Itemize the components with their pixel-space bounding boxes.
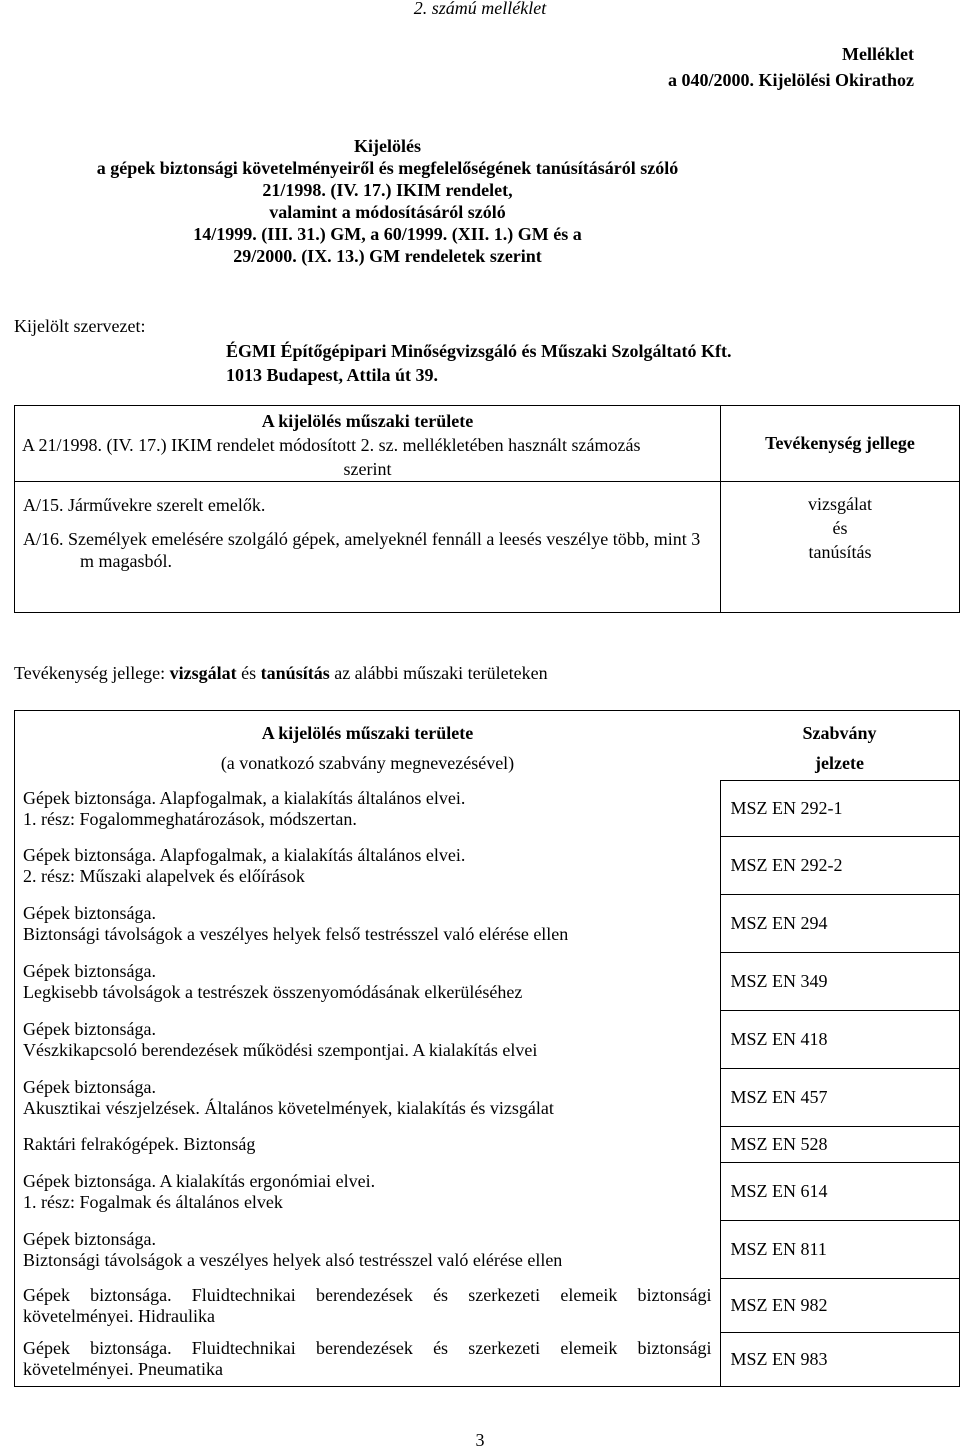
standard-code: MSZ EN 418 bbox=[720, 1011, 960, 1069]
standard-desc-line: Gépek biztonsága. Alapfogalmak, a kialakítás általános elvei. bbox=[23, 787, 466, 808]
standard-desc-line: 1. rész: Fogalommeghatározások, módszertan. bbox=[23, 808, 357, 829]
standard-code: MSZ EN 457 bbox=[720, 1069, 960, 1127]
standard-desc-line: Biztonsági távolságok a veszélyes helyek alsó testrésszel való elérése ellen bbox=[23, 1249, 563, 1270]
title-line: Kijelölés bbox=[354, 136, 421, 156]
standard-desc-line: Akusztikai vészjelzések. Általános követelmények, kialakítás és vizsgálat bbox=[23, 1097, 554, 1118]
standard-desc-line: Biztonsági távolságok a veszélyes helyek felső testrésszel való elérése ellen bbox=[23, 923, 569, 944]
standard-description bbox=[15, 781, 721, 837]
standards-code-header bbox=[720, 711, 960, 781]
standard-desc-line: Vészkikapcsoló berendezések működési szempontjai. A kialakítás elvei bbox=[23, 1039, 538, 1060]
title-line: valamint a módosításáról szóló bbox=[269, 202, 506, 222]
activity-kind-values bbox=[721, 482, 960, 613]
activity-suffix: az alábbi műszaki területeken bbox=[329, 663, 548, 683]
scope-table bbox=[14, 405, 960, 613]
standard-code: MSZ EN 349 bbox=[720, 953, 960, 1011]
standard-code: MSZ EN 614 bbox=[720, 1163, 960, 1221]
title-line: 21/1998. (IV. 17.) IKIM rendelet, bbox=[262, 180, 513, 200]
activity-kind-header: Tevékenység jellege bbox=[721, 406, 960, 482]
standard-code: MSZ EN 811 bbox=[720, 1221, 960, 1279]
standard-description bbox=[15, 953, 721, 1011]
scope-area-subheading-2: szerint bbox=[343, 459, 392, 479]
annex-reference bbox=[668, 41, 914, 93]
activity-test: vizsgálat bbox=[169, 663, 237, 683]
activity-statement bbox=[14, 663, 548, 684]
activity-cert: tanúsítás bbox=[260, 663, 330, 683]
standard-code: MSZ EN 292-2 bbox=[720, 837, 960, 895]
page-number: 3 bbox=[475, 1430, 485, 1450]
standard-code: MSZ EN 528 bbox=[720, 1127, 960, 1163]
organization-address: 1013 Budapest, Attila út 39. bbox=[226, 365, 439, 385]
standard-description: Gépek biztonsága. Fluidtechnikai berendezések és szerkezeti elemeik biztonsági követelményei. Pneumatika bbox=[23, 1338, 712, 1380]
standard-code: MSZ EN 983 bbox=[720, 1333, 960, 1387]
standard-description bbox=[15, 837, 721, 895]
title-line: 29/2000. (IX. 13.) GM rendeletek szerint bbox=[233, 246, 542, 266]
standard-desc-line: Gépek biztonsága. bbox=[23, 960, 156, 981]
standard-description: Gépek biztonsága. Fluidtechnikai berendezések és szerkezeti elemeik biztonsági követelményei. Hidraulika bbox=[23, 1284, 712, 1326]
scope-area-subheading: A 21/1998. (IV. 17.) IKIM rendelet módosított 2. sz. mellékletében használt számozás bbox=[22, 435, 641, 455]
activity-prefix: Tevékenység jellege: bbox=[14, 663, 170, 683]
activity-and: és bbox=[236, 663, 261, 683]
standards-area-subheading: (a vonatkozó szabvány megnevezésével) bbox=[220, 752, 515, 773]
scope-item: A/15. Járművekre szerelt emelők. bbox=[23, 495, 266, 515]
title-line: 14/1999. (III. 31.) GM, a 60/1999. (XII. 1.) GM és a bbox=[193, 224, 582, 244]
scope-item: A/16. Személyek emelésére szolgáló gépek, amelyeknél fennáll a leesés veszélye több, mint 3 m magasból. bbox=[23, 529, 701, 571]
standard-desc-line: Raktári felrakógépek. Biztonság bbox=[23, 1134, 256, 1154]
standard-description bbox=[15, 895, 721, 953]
organization-name: ÉGMI Építőgépipari Minőségvizsgáló és Műszaki Szolgáltató Kft. bbox=[226, 341, 732, 361]
scope-items bbox=[15, 482, 721, 613]
standards-table bbox=[14, 710, 960, 1387]
standard-description bbox=[15, 1127, 721, 1163]
standard-code: MSZ EN 292-1 bbox=[720, 781, 960, 837]
standards-area-heading: A kijelölés műszaki területe bbox=[261, 722, 474, 743]
standard-desc-line: Gépek biztonsága. A kialakítás ergonómiai elvei. bbox=[23, 1170, 376, 1191]
activity-kind-value: és bbox=[832, 518, 848, 538]
organization-details bbox=[226, 339, 732, 387]
organization-label: Kijelölt szervezet: bbox=[14, 316, 146, 336]
annex-line-1: Melléklet bbox=[842, 44, 914, 64]
annex-line-2: a 040/2000. Kijelölési Okirathoz bbox=[668, 70, 914, 90]
standard-desc-line: Gépek biztonsága. bbox=[23, 902, 156, 923]
scope-area-header bbox=[15, 406, 721, 482]
standard-desc-line: Gépek biztonsága. bbox=[23, 1228, 156, 1249]
scope-area-heading: A kijelölés műszaki területe bbox=[261, 411, 474, 431]
standard-description bbox=[15, 1163, 721, 1221]
title-line: a gépek biztonsági követelményeiről és megfelelőségének tanúsításáról szóló bbox=[96, 158, 679, 178]
standards-area-header bbox=[15, 711, 721, 781]
standard-desc-line: Gépek biztonsága. bbox=[23, 1018, 156, 1039]
document-title bbox=[0, 135, 775, 267]
appendix-note: 2. számú melléklet bbox=[413, 0, 547, 18]
standard-desc-line: 1. rész: Fogalmak és általános elvek bbox=[23, 1191, 283, 1212]
standards-code-heading-1: Szabvány bbox=[802, 722, 877, 743]
activity-kind-value: tanúsítás bbox=[808, 542, 872, 562]
standards-code-heading-2: jelzete bbox=[815, 752, 864, 773]
standard-description bbox=[15, 1221, 721, 1279]
standard-desc-line: Gépek biztonsága. Alapfogalmak, a kialakítás általános elvei. bbox=[23, 844, 466, 865]
standard-code: MSZ EN 982 bbox=[720, 1279, 960, 1333]
standard-desc-line: Legkisebb távolságok a testrészek összenyomódásának elkerüléséhez bbox=[23, 981, 523, 1002]
standard-desc-line: 2. rész: Műszaki alapelvek és előírások bbox=[23, 865, 305, 886]
standard-description bbox=[15, 1069, 721, 1127]
standard-description bbox=[15, 1011, 721, 1069]
standard-desc-line: Gépek biztonsága. bbox=[23, 1076, 156, 1097]
standard-code: MSZ EN 294 bbox=[720, 895, 960, 953]
activity-kind-value: vizsgálat bbox=[808, 494, 872, 514]
